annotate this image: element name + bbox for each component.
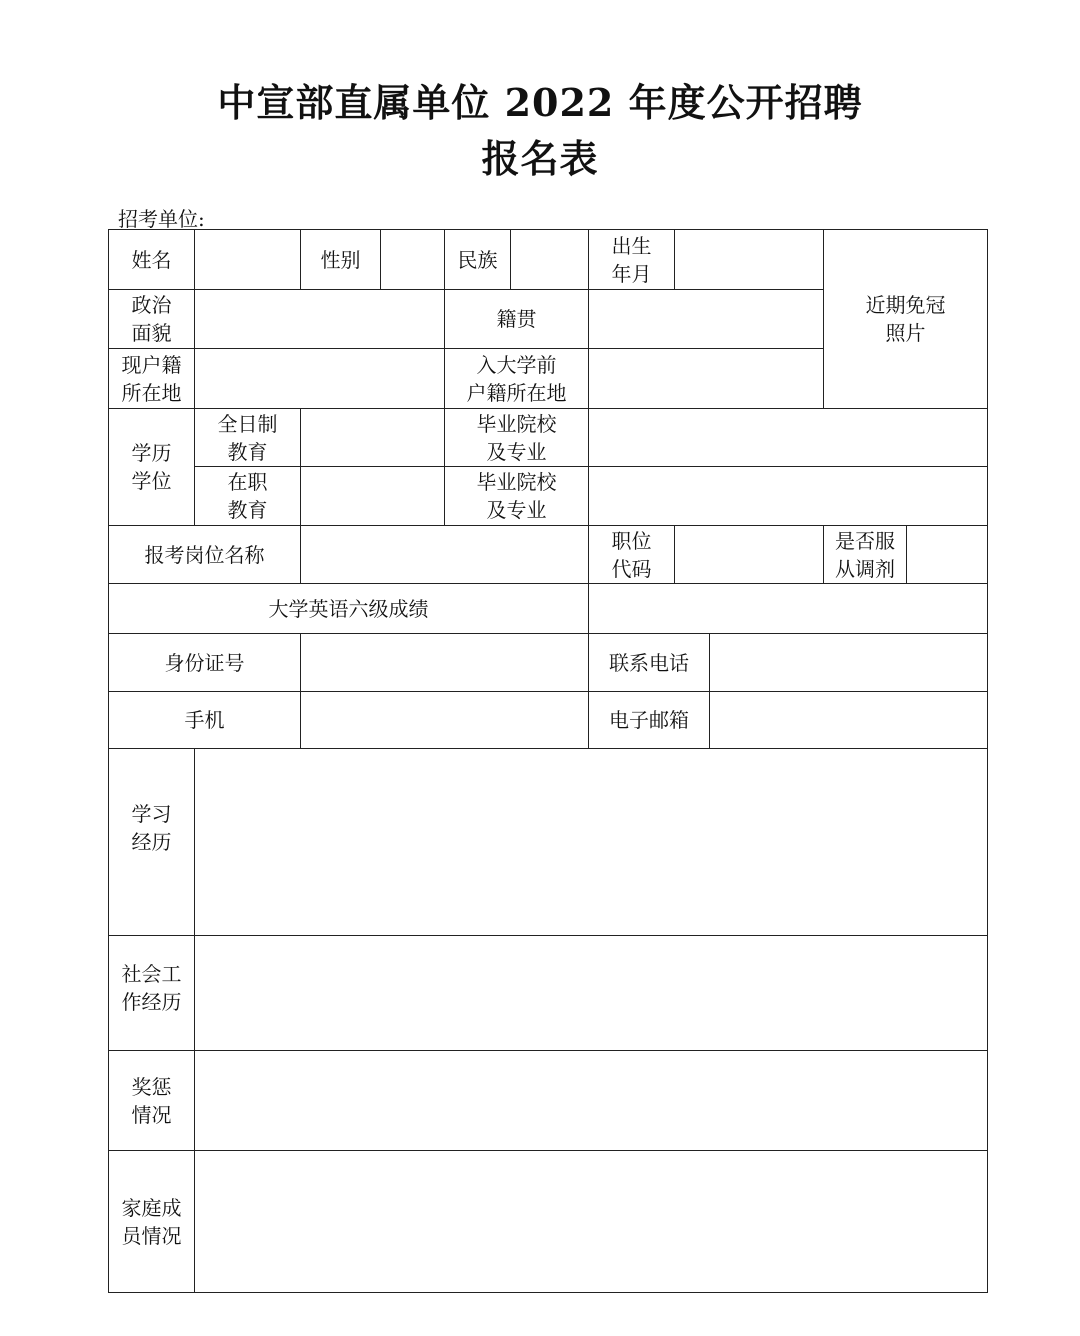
- birth-date-field[interactable]: [675, 230, 824, 290]
- pre-college-hukou-label: [445, 349, 589, 409]
- recruiting-unit-label: 招考单位:: [118, 207, 205, 231]
- study-label-line2: 经历: [131, 830, 172, 854]
- photo-area[interactable]: [824, 230, 988, 409]
- adjust-label-line2: 从调剂: [835, 556, 895, 581]
- birth-label-line1: 出生: [611, 233, 652, 258]
- political-label-line2: 面貌: [131, 321, 172, 345]
- inservice-education-label: [195, 467, 301, 526]
- study-history-label: [109, 749, 195, 936]
- political-status-label: [109, 290, 195, 349]
- email-label: 电子邮箱: [589, 692, 710, 749]
- post-code-label: [589, 526, 675, 584]
- gender-label: 性别: [301, 230, 381, 290]
- ethnicity-field[interactable]: [511, 230, 589, 290]
- current-hukou-field[interactable]: [195, 349, 445, 409]
- post-code-field[interactable]: [675, 526, 824, 584]
- fulltime-label-line1: 全日制: [217, 411, 278, 436]
- adjust-label-line1: 是否服: [835, 528, 895, 553]
- fulltime-label-line2: 教育: [227, 439, 268, 464]
- political-label-line1: 政治: [131, 293, 172, 317]
- name-label: 姓名: [109, 230, 195, 290]
- cet6-score-label: 大学英语六级成绩: [109, 584, 589, 634]
- hukou-label-line1: 现户籍: [121, 352, 182, 377]
- prehukou-label-line2: 户籍所在地: [466, 380, 567, 405]
- fulltime-education-field[interactable]: [301, 409, 445, 467]
- mobile-field[interactable]: [301, 692, 589, 749]
- inservice-education-field[interactable]: [301, 467, 445, 526]
- cet6-score-field[interactable]: [589, 584, 988, 634]
- name-field[interactable]: [195, 230, 301, 290]
- school2-label-line1: 毕业院校: [476, 470, 557, 494]
- id-number-field[interactable]: [301, 634, 589, 692]
- current-hukou-label: [109, 349, 195, 409]
- hukou-label-line2: 所在地: [121, 380, 182, 405]
- id-number-label: 身份证号: [109, 634, 301, 692]
- award-label-line2: 情况: [131, 1102, 172, 1127]
- fulltime-school-major-field[interactable]: [589, 409, 988, 467]
- contact-phone-field[interactable]: [710, 634, 988, 692]
- education-degree-label: [109, 409, 195, 526]
- post-code-label-line2: 代码: [611, 556, 652, 581]
- birth-date-label: [589, 230, 675, 290]
- award-label-line1: 奖惩: [131, 1074, 172, 1099]
- native-place-field[interactable]: [589, 290, 824, 349]
- photo-label-line2: 照片: [885, 321, 926, 345]
- accept-adjustment-label: [824, 526, 907, 584]
- school-label-line2: 及专业: [486, 439, 547, 464]
- post-name-field[interactable]: [301, 526, 589, 584]
- contact-phone-label: 联系电话: [589, 634, 710, 692]
- degree-label-line1: 学历: [131, 441, 172, 465]
- study-label-line1: 学习: [131, 802, 172, 826]
- awards-penalties-field[interactable]: [195, 1051, 988, 1151]
- email-field[interactable]: [710, 692, 988, 749]
- registration-form-table: [108, 229, 988, 1293]
- photo-label-line1: 近期免冠: [865, 293, 946, 317]
- awards-penalties-label: [109, 1051, 195, 1151]
- work-label-line1: 社会工: [121, 962, 182, 986]
- accept-adjustment-field[interactable]: [907, 526, 988, 584]
- political-status-field[interactable]: [195, 290, 445, 349]
- native-place-label: 籍贯: [445, 290, 589, 349]
- work-label-line2: 作经历: [121, 990, 182, 1014]
- family-label-line1: 家庭成: [121, 1195, 182, 1220]
- school-label-line1: 毕业院校: [476, 411, 557, 436]
- post-name-label: 报考岗位名称: [109, 526, 301, 584]
- mobile-label: 手机: [109, 692, 301, 749]
- ethnicity-label: 民族: [445, 230, 511, 290]
- document-subtitle: 报名表: [481, 136, 599, 181]
- birth-label-line2: 年月: [611, 261, 652, 286]
- inservice-label-line2: 教育: [227, 498, 268, 522]
- fulltime-education-label: [195, 409, 301, 467]
- document-title: 中宣部直属单位 2022 年度公开招聘: [217, 80, 863, 125]
- inservice-school-major-field[interactable]: [589, 467, 988, 526]
- post-code-label-line1: 职位: [611, 528, 652, 553]
- prehukou-label-line1: 入大学前: [476, 352, 557, 377]
- family-label-line2: 员情况: [121, 1223, 182, 1248]
- inservice-school-major-label: [445, 467, 589, 526]
- work-history-label: [109, 936, 195, 1051]
- family-members-label: [109, 1151, 195, 1293]
- gender-field[interactable]: [381, 230, 445, 290]
- inservice-label-line1: 在职: [227, 470, 268, 494]
- family-members-field[interactable]: [195, 1151, 988, 1293]
- school2-label-line2: 及专业: [486, 498, 547, 522]
- pre-college-hukou-field[interactable]: [589, 349, 824, 409]
- work-history-field[interactable]: [195, 936, 988, 1051]
- degree-label-line2: 学位: [131, 469, 172, 493]
- fulltime-school-major-label: [445, 409, 589, 467]
- study-history-field[interactable]: [195, 749, 988, 936]
